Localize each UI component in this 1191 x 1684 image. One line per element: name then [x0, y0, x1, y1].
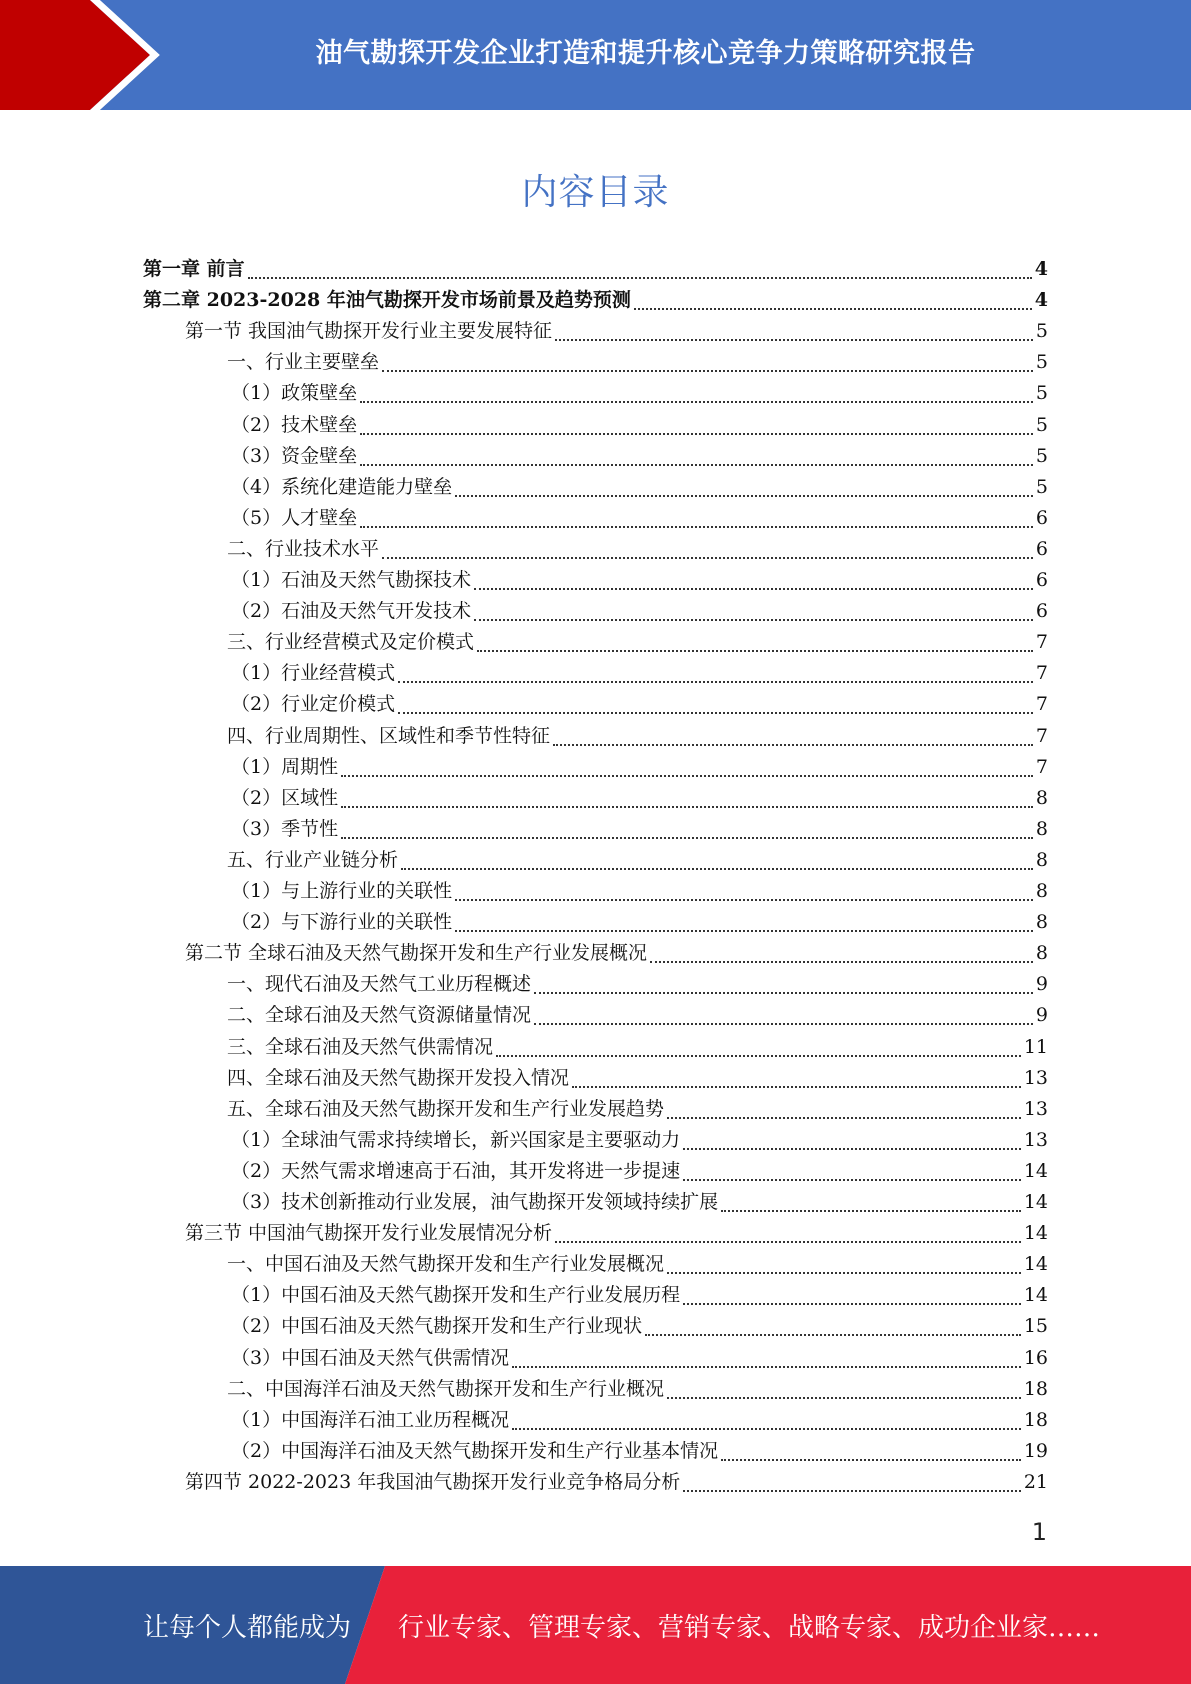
toc-entry-title: （1）周期性	[231, 755, 339, 778]
toc-dot-leader	[382, 370, 1033, 372]
toc-entry-page: 6	[1035, 506, 1048, 529]
footer-slogan-right: 行业专家、管理专家、营销专家、战略专家、成功企业家……	[398, 1612, 1101, 1643]
toc-entry-page: 5	[1035, 475, 1048, 498]
toc-entry-title: 五、全球石油及天然气勘探开发和生产行业发展趋势	[227, 1097, 665, 1120]
toc-entry[interactable]	[231, 752, 1048, 782]
toc-dot-leader	[341, 775, 1033, 777]
toc-entry[interactable]	[227, 1249, 1048, 1279]
toc-entry-page: 8	[1035, 880, 1048, 902]
toc-entry-title: （1）与上游行业的关联性	[231, 880, 453, 902]
toc-entry[interactable]	[143, 254, 1048, 284]
toc-entry-page: 14	[1023, 1159, 1048, 1182]
toc-dot-leader	[401, 868, 1033, 870]
toc-dot-leader	[455, 899, 1033, 901]
toc-entry-page: 13	[1023, 1097, 1048, 1120]
toc-entry-title: （2）与下游行业的关联性	[231, 911, 453, 934]
toc-entry[interactable]	[231, 658, 1048, 688]
toc-entry-page: 14	[1023, 1222, 1048, 1245]
toc-entry[interactable]	[231, 596, 1048, 626]
toc-entry[interactable]	[227, 1000, 1048, 1030]
toc-entry-page: 14	[1023, 1253, 1048, 1276]
toc-dot-leader	[683, 1490, 1021, 1492]
footer-slogan-left: 让每个人都能成为	[143, 1612, 352, 1643]
toc-entry-page: 7	[1035, 693, 1048, 716]
toc-entry-page: 14	[1023, 1284, 1048, 1307]
toc-entry-page: 5	[1035, 413, 1048, 436]
toc-entry-title: （3）技术创新推动行业发展，油气勘探开发领域持续扩展	[231, 1191, 719, 1213]
toc-dot-leader	[667, 1272, 1021, 1274]
toc-dot-leader	[650, 961, 1033, 963]
toc-entry[interactable]	[227, 969, 1048, 999]
toc-entry-title: 三、全球石油及天然气供需情况	[227, 1035, 494, 1058]
toc-entry-title: （1）中国海洋石油工业历程概况	[231, 1408, 510, 1431]
toc-dot-leader	[248, 277, 1032, 279]
toc-entry-title: 第一节 我国油气勘探开发行业主要发展特征	[185, 320, 553, 343]
toc-entry[interactable]	[231, 907, 1048, 937]
toc-entry-page: 7	[1035, 662, 1048, 685]
toc-entry-title: （3）季节性	[231, 817, 339, 840]
toc-dot-leader	[721, 1459, 1021, 1461]
toc-entry[interactable]	[227, 347, 1048, 377]
toc-entry-title: 一、行业主要壁垒	[227, 351, 380, 374]
toc-dot-leader	[477, 650, 1033, 652]
report-header	[0, 0, 1191, 110]
toc-entry-page: 5	[1035, 320, 1048, 343]
toc-entry-page: 15	[1023, 1315, 1048, 1338]
toc-entry[interactable]	[231, 472, 1048, 502]
toc-dot-leader	[341, 806, 1033, 808]
toc-entry-page: 4	[1034, 258, 1048, 280]
toc-entry-title: 二、中国海洋石油及天然气勘探开发和生产行业概况	[227, 1377, 665, 1400]
toc-entry-title: （1）行业经营模式	[231, 662, 396, 685]
toc-entry[interactable]	[185, 938, 1048, 968]
toc-entry-title: （5）人才壁垒	[231, 506, 358, 529]
toc-dot-leader	[398, 681, 1033, 683]
toc-entry-page: 8	[1035, 942, 1048, 965]
toc-entry-page: 7	[1035, 755, 1048, 778]
toc-entry-title: 一、中国石油及天然气勘探开发和生产行业发展概况	[227, 1253, 665, 1276]
toc-dot-leader	[683, 1148, 1021, 1150]
toc-entry-page: 6	[1035, 537, 1048, 560]
toc-entry-title: 第三节 中国油气勘探开发行业发展情况分析	[185, 1222, 553, 1245]
toc-dot-leader	[512, 1366, 1021, 1368]
report-title: 油气勘探开发企业打造和提升核心竞争力策略研究报告	[315, 37, 976, 69]
toc-dot-leader	[572, 1086, 1021, 1088]
toc-dot-leader	[360, 433, 1033, 435]
toc-entry-title: （4）系统化建造能力壁垒	[231, 475, 453, 498]
toc-dot-leader	[555, 339, 1033, 341]
toc-entry[interactable]	[231, 503, 1048, 533]
toc-entry[interactable]	[231, 410, 1048, 440]
toc-entry[interactable]	[227, 721, 1048, 751]
toc-dot-leader	[555, 1241, 1021, 1243]
toc-entry-title: （3）中国石油及天然气供需情况	[231, 1346, 510, 1369]
page-number: 1	[1031, 1518, 1047, 1546]
report-footer	[0, 1566, 1191, 1684]
toc-entry-title: 第二章 2023-2028 年油气勘探开发市场前景及趋势预测	[143, 289, 631, 312]
toc-entry[interactable]	[231, 378, 1048, 408]
toc-entry-title: （1）政策壁垒	[231, 382, 358, 405]
toc-entry[interactable]	[143, 285, 1048, 315]
toc-entry-page: 19	[1023, 1439, 1048, 1462]
toc-entry-page: 8	[1035, 848, 1048, 871]
toc-entry-title: （2）行业定价模式	[231, 693, 396, 716]
toc-entry[interactable]	[231, 876, 1048, 906]
toc-entry-page: 9	[1035, 1004, 1048, 1027]
toc-entry-title: 第四节 2022-2023 年我国油气勘探开发行业竞争格局分析	[185, 1470, 681, 1493]
toc-entry[interactable]	[231, 1405, 1048, 1435]
toc-entry-page: 7	[1035, 631, 1048, 654]
toc-entry-title: （1）全球油气需求持续增长，新兴国家是主要驱动力	[231, 1128, 681, 1151]
toc-entry-page: 5	[1035, 351, 1048, 374]
toc-dot-leader	[398, 712, 1033, 714]
toc-entry-page: 8	[1035, 911, 1048, 934]
toc-entry-title: 三、行业经营模式及定价模式	[227, 631, 475, 654]
toc-entry[interactable]	[227, 1094, 1048, 1124]
toc-entry-title: （2）中国海洋石油及天然气勘探开发和生产行业基本情况	[231, 1439, 719, 1462]
toc-entry[interactable]	[185, 1218, 1048, 1248]
toc-entry-title: 二、全球石油及天然气资源储量情况	[227, 1004, 532, 1027]
toc-entry-title: （1）中国石油及天然气勘探开发和生产行业发展历程	[231, 1284, 681, 1307]
toc-entry[interactable]	[227, 845, 1048, 875]
toc-entry-page: 5	[1035, 382, 1048, 405]
toc-entry-title: （1）石油及天然气勘探技术	[231, 569, 472, 591]
toc-dot-leader	[534, 1023, 1033, 1025]
toc-dot-leader	[683, 1303, 1021, 1305]
toc-entry[interactable]	[231, 689, 1048, 719]
toc-entry-page: 18	[1023, 1377, 1048, 1400]
toc-entry[interactable]	[185, 316, 1048, 346]
toc-entry-title: 四、全球石油及天然气勘探开发投入情况	[227, 1066, 570, 1089]
toc-entry-page: 11	[1023, 1035, 1048, 1058]
toc-dot-leader	[382, 557, 1033, 559]
toc-dot-leader	[474, 588, 1033, 590]
toc-dot-leader	[512, 1428, 1021, 1430]
toc-dot-leader	[341, 837, 1033, 839]
toc-entry-page: 8	[1035, 817, 1048, 840]
toc-entry-page: 5	[1035, 444, 1048, 467]
toc-entry[interactable]	[231, 441, 1048, 471]
toc-entry[interactable]	[227, 1032, 1048, 1062]
toc-entry[interactable]	[231, 565, 1048, 595]
toc-entry-title: 二、行业技术水平	[227, 537, 380, 560]
toc-entry[interactable]	[231, 1125, 1048, 1155]
toc-entry[interactable]	[231, 814, 1048, 844]
toc-dot-leader	[534, 992, 1033, 994]
toc-dot-leader	[474, 619, 1033, 621]
toc-entry-page: 4	[1034, 289, 1048, 312]
toc-entry-page: 8	[1035, 786, 1048, 809]
toc-entry-title: （2）石油及天然气开发技术	[231, 600, 472, 623]
toc-dot-leader	[455, 495, 1033, 497]
toc-entry-page: 6	[1035, 569, 1048, 591]
toc-entry-title: （2）技术壁垒	[231, 413, 358, 436]
toc-entry[interactable]	[231, 1343, 1048, 1373]
toc-entry-page: 16	[1023, 1346, 1048, 1369]
toc-entry-title: （3）资金壁垒	[231, 444, 358, 467]
toc-dot-leader	[360, 526, 1033, 528]
toc-dot-leader	[360, 464, 1033, 466]
toc-entry-page: 13	[1023, 1128, 1048, 1151]
toc-dot-leader	[360, 401, 1033, 403]
toc-heading: 内容目录	[521, 172, 670, 213]
toc-entry-title: 第二节 全球石油及天然气勘探开发和生产行业发展概况	[185, 942, 648, 965]
toc-entry[interactable]	[185, 1467, 1048, 1497]
toc-entry[interactable]	[231, 783, 1048, 813]
toc-entry-title: （2）天然气需求增速高于石油，其开发将进一步提速	[231, 1159, 681, 1182]
toc-entry[interactable]	[227, 1063, 1048, 1093]
toc-entry-title: 一、现代石油及天然气工业历程概述	[227, 973, 532, 996]
toc-entry[interactable]	[231, 1436, 1048, 1466]
toc-entry-title: （2）中国石油及天然气勘探开发和生产行业现状	[231, 1315, 643, 1338]
toc-entry[interactable]	[231, 1280, 1048, 1310]
toc-dot-leader	[455, 930, 1033, 932]
toc-dot-leader	[721, 1210, 1021, 1212]
toc-dot-leader	[683, 1179, 1021, 1181]
toc-entry-page: 7	[1035, 724, 1048, 747]
toc-dot-leader	[667, 1397, 1021, 1399]
toc-entry-title: 第一章 前言	[143, 258, 245, 280]
toc-entry[interactable]	[231, 1156, 1048, 1186]
toc-entry-page: 6	[1035, 600, 1048, 623]
toc-entry-page: 21	[1023, 1470, 1048, 1493]
toc-entry-page: 14	[1023, 1191, 1048, 1213]
toc-dot-leader	[634, 308, 1032, 310]
toc-entry[interactable]	[227, 627, 1048, 657]
toc-dot-leader	[496, 1055, 1021, 1057]
toc-entry[interactable]	[227, 1374, 1048, 1404]
toc-entry-title: 五、行业产业链分析	[227, 848, 399, 871]
toc-entry-title: （2）区域性	[231, 786, 339, 809]
toc-dot-leader	[553, 744, 1033, 746]
toc-entry-page: 13	[1023, 1066, 1048, 1089]
toc-entry[interactable]	[231, 1311, 1048, 1341]
toc-entry-page: 9	[1035, 973, 1048, 996]
toc-dot-leader	[645, 1334, 1021, 1336]
toc-dot-leader	[667, 1117, 1021, 1119]
toc-entry[interactable]	[227, 534, 1048, 564]
toc-entry-page: 18	[1023, 1408, 1048, 1431]
toc-entry-title: 四、行业周期性、区域性和季节性特征	[227, 724, 551, 747]
toc-entry[interactable]	[231, 1187, 1048, 1217]
